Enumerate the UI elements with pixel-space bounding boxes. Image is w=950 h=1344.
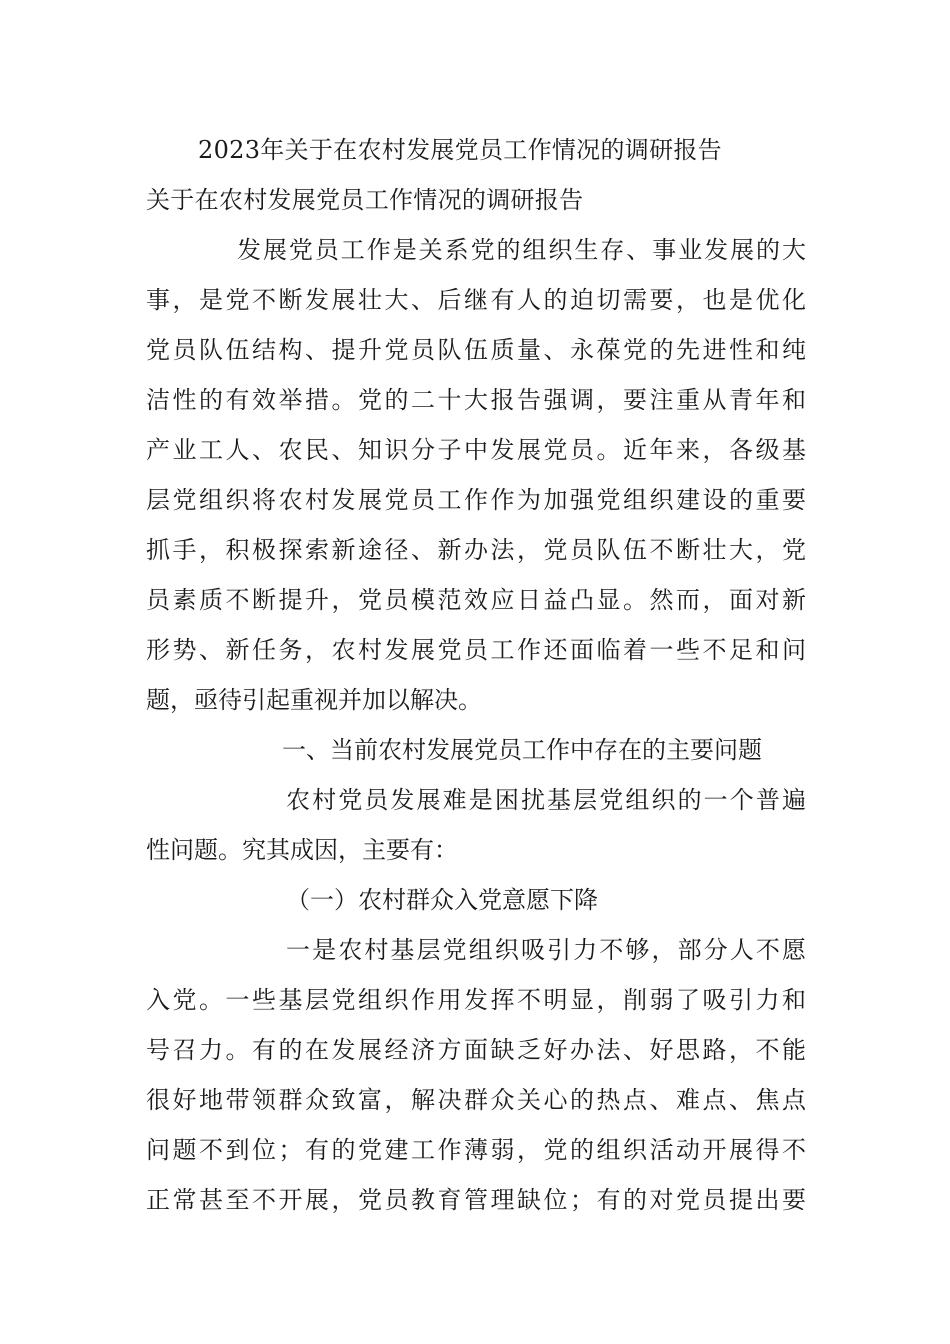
paragraph-line: 正常甚至不开展，党员教育管理缺位；有的对党员提出要 bbox=[146, 1186, 806, 1214]
paragraph-line: 产业工人、农民、知识分子中发展党员。近年来，各级基 bbox=[146, 436, 806, 464]
paragraph-line: 一是农村基层党组织吸引力不够，部分人不愿 bbox=[286, 936, 806, 964]
paragraph-line: 抓手，积极探索新途径、新办法，党员队伍不断壮大，党 bbox=[146, 536, 806, 564]
paragraph-line: 层党组织将农村发展党员工作作为加强党组织建设的重要 bbox=[146, 486, 806, 514]
paragraph-line: 形势、新任务，农村发展党员工作还面临着一些不足和问 bbox=[146, 636, 806, 664]
paragraph-line: 党员队伍结构、提升党员队伍质量、永葆党的先进性和纯 bbox=[146, 336, 806, 364]
subsection-heading: （一）农村群众入党意愿下降 bbox=[286, 886, 598, 914]
paragraph-line: 员素质不断提升，党员模范效应日益凸显。然而，面对新 bbox=[146, 586, 806, 614]
paragraph-line: 题，亟待引起重视并加以解决。 bbox=[146, 686, 482, 714]
paragraph-line: 入党。一些基层党组织作用发挥不明显，削弱了吸引力和 bbox=[146, 986, 806, 1014]
paragraph-line: 农村党员发展难是困扰基层党组织的一个普遍 bbox=[286, 786, 806, 814]
document-title: 2023年关于在农村发展党员工作情况的调研报告 bbox=[198, 136, 722, 164]
paragraph-line: 问题不到位；有的党建工作薄弱，党的组织活动开展得不 bbox=[146, 1136, 806, 1164]
paragraph-line: 性问题。究其成因，主要有： bbox=[146, 836, 458, 864]
paragraph-line: 号召力。有的在发展经济方面缺乏好办法、好思路，不能 bbox=[146, 1036, 806, 1064]
section-heading: 一、当前农村发展党员工作中存在的主要问题 bbox=[282, 736, 762, 764]
paragraph-line: 发展党员工作是关系党的组织生存、事业发展的大 bbox=[237, 236, 806, 264]
paragraph-line: 洁性的有效举措。党的二十大报告强调，要注重从青年和 bbox=[146, 386, 806, 414]
document-subtitle: 关于在农村发展党员工作情况的调研报告 bbox=[146, 186, 584, 214]
paragraph-line: 事，是党不断发展壮大、后继有人的迫切需要，也是优化 bbox=[146, 286, 806, 314]
paragraph-line: 很好地带领群众致富，解决群众关心的热点、难点、焦点 bbox=[146, 1086, 806, 1114]
